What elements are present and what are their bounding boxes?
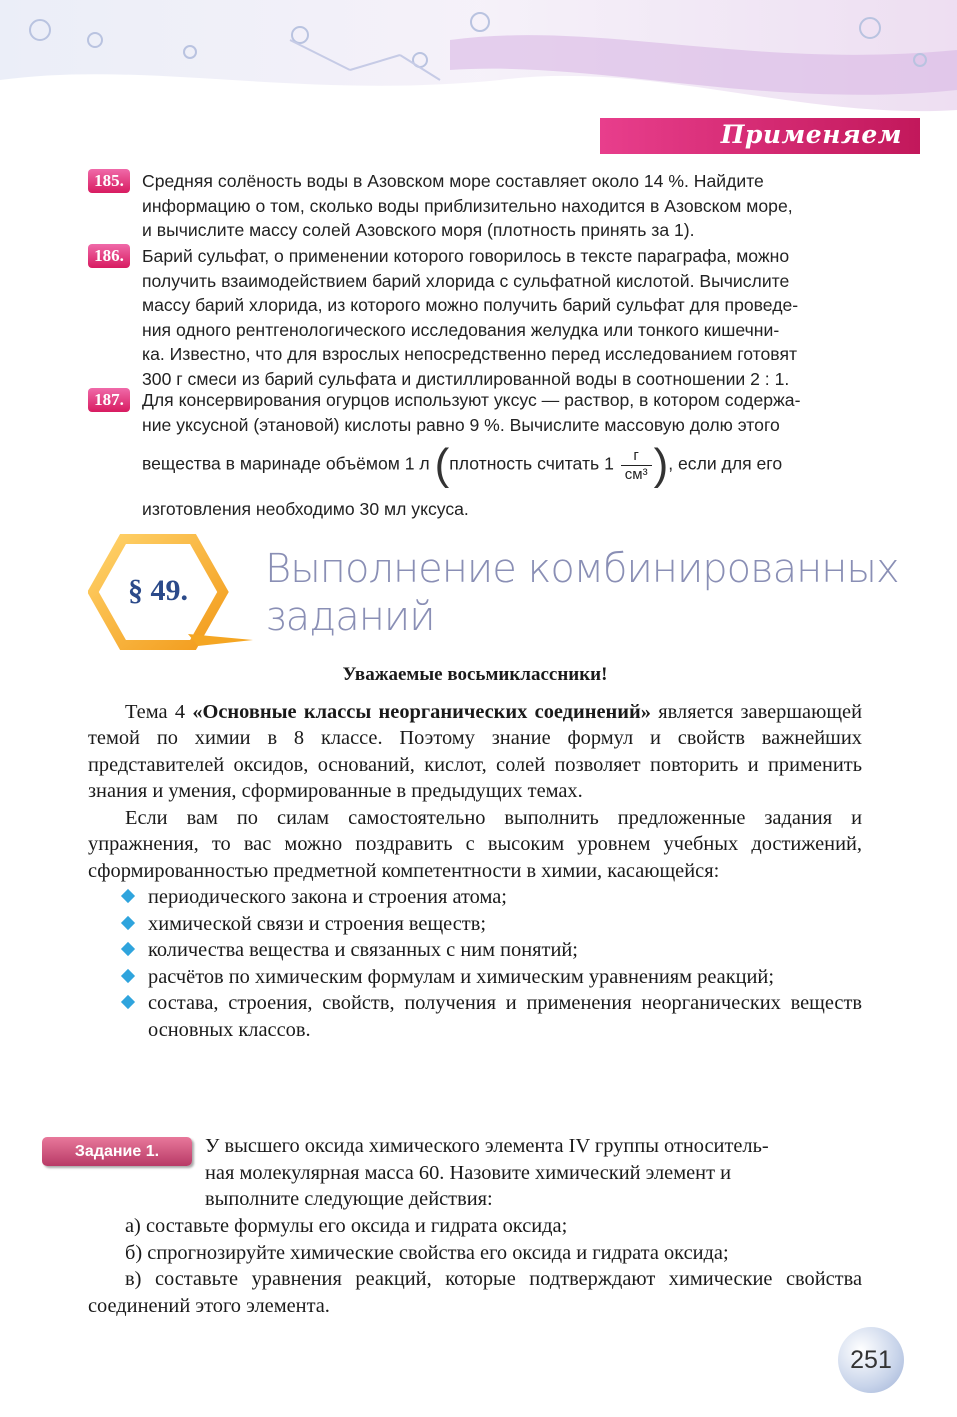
problem-line: 300 г смеси из барий сульфата и дистиллированной воды в соотношении 2 : 1. bbox=[142, 368, 790, 389]
section-tag-label: Применяем bbox=[720, 120, 902, 149]
problem-number: 186. bbox=[88, 244, 130, 268]
main-text bbox=[88, 662, 862, 1043]
diamond-bullet-icon bbox=[121, 968, 135, 982]
problem-number: 185. bbox=[88, 169, 130, 193]
problem-line: массу барий хлорида, из которого можно получить барий сульфат для проведе- bbox=[142, 295, 799, 315]
density-fraction: $\frac{г}{\text{см³}}$ bbox=[621, 447, 652, 484]
problem-number: 187. bbox=[88, 388, 130, 412]
problem-line: Барий сульфат, о применении которого говорилось в тексте параграфа, можно bbox=[142, 246, 790, 266]
paragraph-2: Если вам по силам самостоятельно выполнить предложенные задания и упражнения, то вас можно поздравить с высоким уровнем учебных достижений, сформированностью предметной компетентности в химии, касающейся: bbox=[88, 806, 862, 882]
problem-formula-line: вещества в маринаде объёмом 1 л (плотность считать 1 $\frac{г}{\text{см³}}$ ), если для его bbox=[142, 440, 783, 489]
diamond-bullet-icon bbox=[121, 995, 135, 1009]
problem-line: Средняя солёность воды в Азовском море составляет около 14 %. Найдите bbox=[142, 171, 764, 191]
task-label: Задание 1. bbox=[42, 1137, 192, 1166]
greeting: Уважаемые восьмиклассники! bbox=[342, 664, 608, 685]
problem-line: информацию о том, сколько воды приблизительно находится в Азовском море, bbox=[142, 195, 793, 216]
diamond-bullet-icon bbox=[121, 942, 135, 956]
problem-line: ние уксусной (этановой) кислоты равно 9 %. Вычислите массовую долю этого bbox=[142, 414, 780, 435]
section-tag bbox=[600, 118, 920, 154]
diamond-bullet-icon bbox=[121, 889, 135, 903]
list-item: периодического закона и строения атома; bbox=[88, 884, 862, 911]
list-item: количества вещества и связанных с ним понятий; bbox=[88, 937, 862, 964]
problem-186 bbox=[88, 244, 878, 391]
list-item: химической связи и строения веществ; bbox=[88, 911, 862, 938]
task-steps bbox=[88, 1213, 862, 1319]
problem-line: Для консервирования огурцов используют уксус — раствор, в котором содержа- bbox=[142, 390, 801, 410]
task-step-c: в) составьте уравнения реакций, которые подтверждают химические свойства соединений этого элемента. bbox=[88, 1268, 862, 1317]
list-item: состава, строения, свойств, получения и применения неорганических веществ основных классов. bbox=[88, 990, 862, 1043]
problem-line: и вычислите массу солей Азовского моря (плотность принять за 1). bbox=[142, 220, 695, 240]
problem-line: изготовления необходимо 30 мл уксуса. bbox=[142, 499, 469, 519]
page-number: 251 bbox=[838, 1327, 904, 1393]
problem-line: ния одного рентгенологического исследования желудка или тонкого кишечни- bbox=[142, 319, 780, 340]
diamond-bullet-icon bbox=[121, 915, 135, 929]
task-step-b: б) спрогнозируйте химические свойства его оксида и гидрата оксида; bbox=[125, 1241, 729, 1264]
task-step-a: а) составьте формулы его оксида и гидрата оксида; bbox=[125, 1215, 568, 1237]
problem-187 bbox=[88, 388, 878, 522]
problem-line: ка. Известно, что для взрослых непосредственно перед исследованием готовят bbox=[142, 344, 798, 364]
section-title: Выполнение комбинированных заданий bbox=[265, 546, 899, 640]
paragraph-1: Тема 4 «Основные классы неорганических соединений» является завершающей темой по химии в 8 классе. Поэтому знание формул и свойств важнейших представителей оксидов, оснований, кислот, солей позволяет повторить и применить знания и умения, сформированные в предыдущих темах. bbox=[88, 700, 863, 802]
bullet-list bbox=[88, 884, 862, 1043]
problem-line: получить взаимодействием барий хлорида с сульфатной кислотой. Вычислите bbox=[142, 270, 790, 291]
problem-185 bbox=[88, 169, 878, 243]
task-intro: У высшего оксида химического элемента IV группы относитель- ная молекулярная масса 60. Назовите химический элемент и выполните следующие действия: bbox=[205, 1135, 769, 1210]
section-number: § 49. bbox=[128, 574, 188, 607]
list-item: расчётов по химическим формулам и химическим уравнениям реакций; bbox=[88, 964, 862, 991]
